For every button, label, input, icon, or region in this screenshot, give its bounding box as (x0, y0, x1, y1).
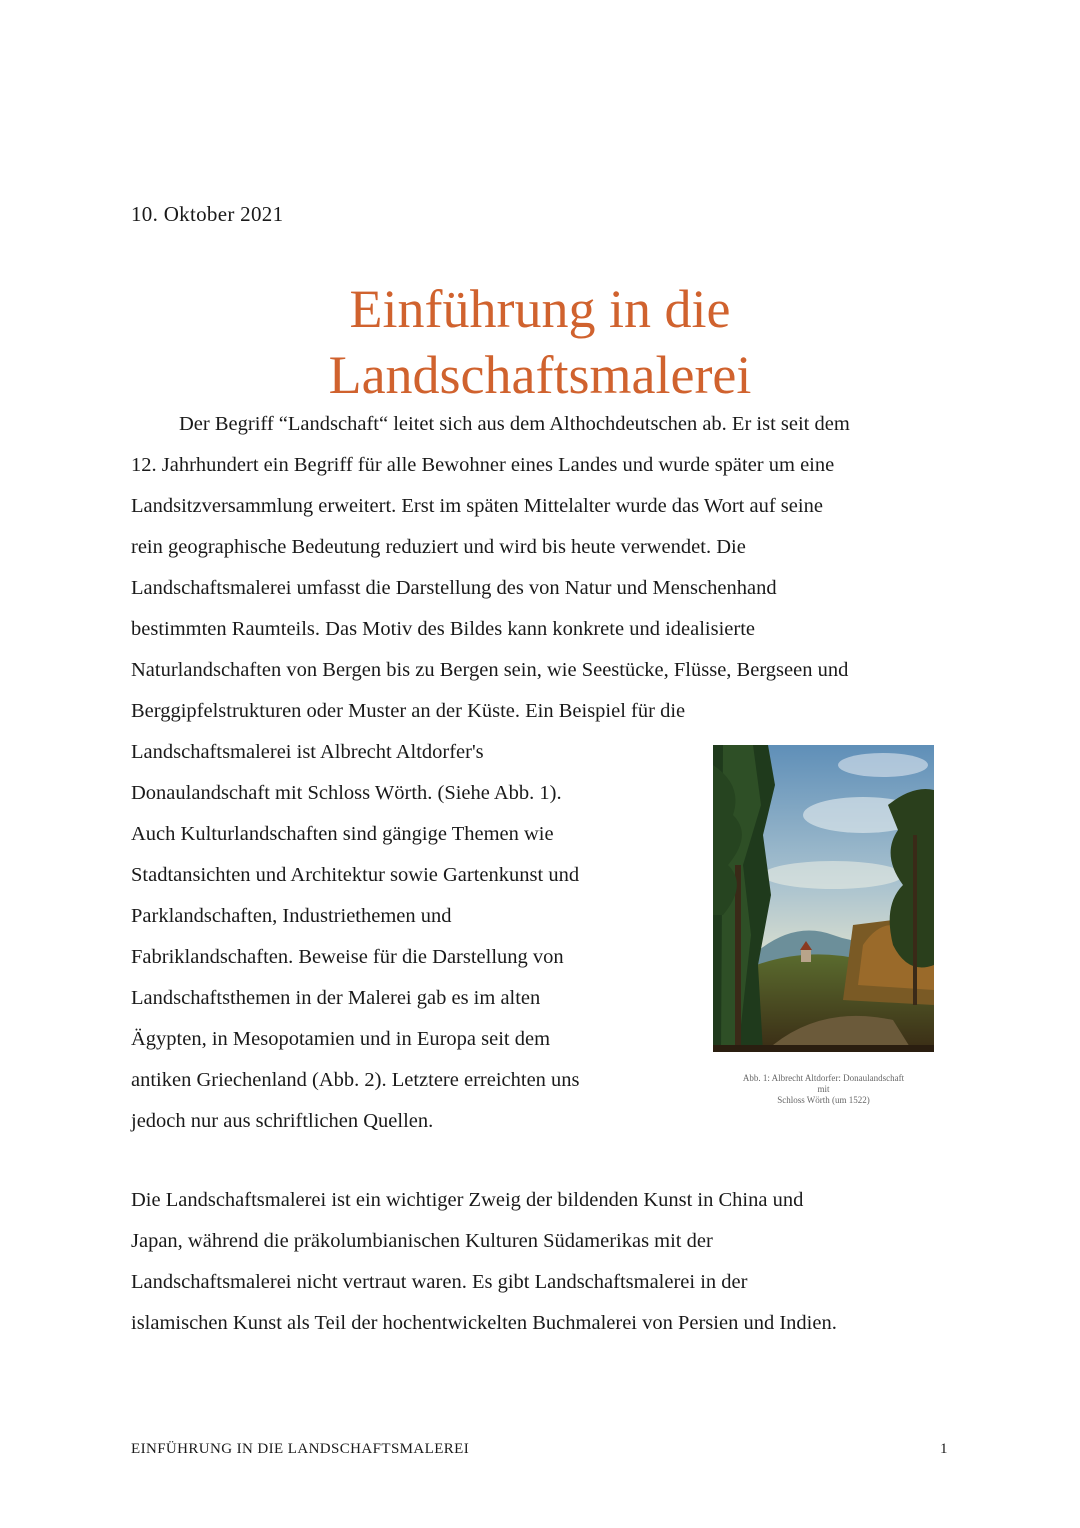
paragraph-asia (131, 1180, 837, 1344)
text-line: 12. Jahrhundert ein Begriff für alle Bewohner eines Landes und wurde später um eine (131, 454, 835, 476)
text-line: Donaulandschaft mit Schloss Wörth. (Siehe Abb. 1). (131, 782, 562, 804)
title-line: Landschaftsmalerei (328, 345, 752, 406)
text-line: Landschaftsmalerei ist Albrecht Altdorfer's (131, 741, 484, 763)
text-line: Die Landschaftsmalerei ist ein wichtiger Zweig der bildenden Kunst in China und (131, 1189, 804, 1211)
text-line: Japan, während die präkolumbianischen Kulturen Südamerikas mit der (131, 1230, 713, 1252)
text-line: Auch Kulturlandschaften sind gängige Themen wie (131, 823, 554, 845)
page-footer: EINFÜHRUNG IN DIE LANDSCHAFTSMALEREI (131, 1441, 470, 1457)
text-line: Stadtansichten und Architektur sowie Gartenkunst und (131, 864, 580, 886)
title-line: Einführung in die (349, 279, 731, 340)
document-date: 10. Oktober 2021 (131, 202, 284, 226)
text-line: Naturlandschaften von Bergen bis zu Bergen sein, wie Seestücke, Flüsse, Bergseen und (131, 659, 849, 681)
text-line: Landschaftsmalerei nicht vertraut waren. Es gibt Landschaftsmalerei in der (131, 1271, 748, 1293)
page-number: 1 (940, 1441, 948, 1457)
document-title (0, 276, 1080, 408)
landscape-painting-image (713, 745, 934, 1052)
text-line: Ägypten, in Mesopotamien und in Europa seit dem (131, 1028, 551, 1050)
text-line: Landschaftsmalerei umfasst die Darstellung des von Natur und Menschenhand (131, 577, 777, 599)
text-line: antiken Griechenland (Abb. 2). Letztere erreichten uns (131, 1069, 580, 1091)
text-line: Berggipfelstrukturen oder Muster an der Küste. Ein Beispiel für die (131, 700, 686, 722)
caption-line: Abb. 1: Albrecht Altdorfer: Donaulandschaft (742, 1073, 905, 1083)
text-line: islamischen Kunst als Teil der hochentwickelten Buchmalerei von Persien und Indien. (131, 1312, 837, 1334)
caption-line: mit (817, 1084, 830, 1094)
caption-line: Schloss Wörth (um 1522) (777, 1095, 870, 1105)
text-line: jedoch nur aus schriftlichen Quellen. (131, 1110, 434, 1132)
figure-caption (706, 1073, 941, 1106)
text-line: Parklandschaften, Industriethemen und (131, 905, 452, 927)
text-line: Landschaftsthemen in der Malerei gab es im alten (131, 987, 541, 1009)
text-line: rein geographische Bedeutung reduziert und wird bis heute verwendet. Die (131, 536, 746, 558)
text-line: Fabriklandschaften. Beweise für die Darstellung von (131, 946, 564, 968)
text-line: Der Begriff “Landschaft“ leitet sich aus dem Althochdeutschen ab. Er ist seit dem (179, 413, 850, 435)
text-line: Landsitzversammlung erweitert. Erst im späten Mittelalter wurde das Wort auf seine (131, 495, 823, 517)
text-line: bestimmten Raumteils. Das Motiv des Bildes kann konkrete und idealisierte (131, 618, 755, 640)
